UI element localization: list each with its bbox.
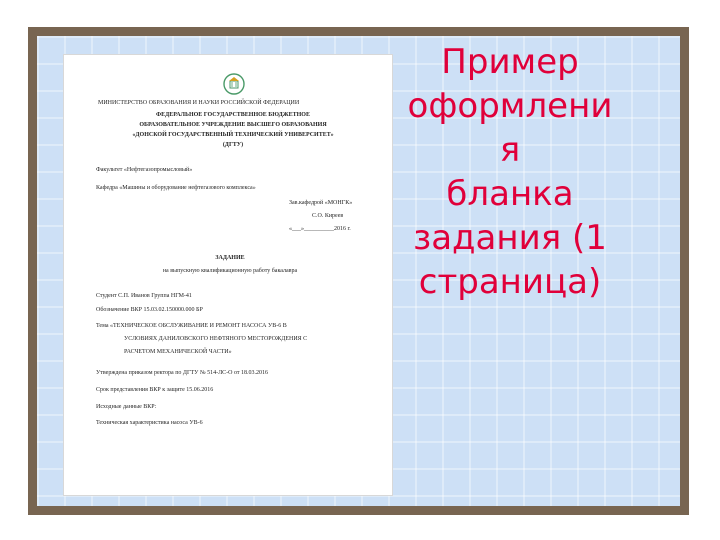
- slide-title-line-6: страница): [418, 262, 602, 302]
- doc-designation: Обозначение ВКР 15.03.02.150000.000 БР: [96, 307, 203, 313]
- doc-org-line-3: «ДОНСКОЙ ГОСУДАРСТВЕННЫЙ ТЕХНИЧЕСКИЙ УНИВЕРСИТЕТ»: [132, 132, 334, 138]
- doc-topic-line-2: УСЛОВИЯХ ДАНИЛОВСКОГО НЕФТЯНОГО МЕСТОРОЖДЕНИЯ С: [124, 336, 308, 342]
- doc-faculty: Факультет «Нефтегазопромысловый»: [96, 167, 193, 173]
- doc-topic-line-3: РАСЧЕТОМ МЕХАНИЧЕСКОЙ ЧАСТИ»: [124, 349, 232, 355]
- doc-heading: ЗАДАНИЕ: [215, 255, 245, 261]
- document-page: [63, 54, 393, 496]
- slide-title-line-3: я: [499, 130, 521, 170]
- doc-org-line-4: (ДГТУ): [222, 142, 244, 148]
- doc-org-line-1: ФЕДЕРАЛЬНОЕ ГОСУДАРСТВЕННОЕ БЮДЖЕТНОЕ: [156, 112, 310, 118]
- doc-deadline: Срок представления ВКР к защите 15.06.2016: [96, 387, 214, 393]
- slide-title-line-5: задания (1: [413, 218, 607, 258]
- slide-title-line-1: Пример: [441, 42, 579, 82]
- doc-approve-date: «___»__________2016 г.: [289, 226, 351, 232]
- university-emblem-icon: [223, 73, 245, 95]
- doc-initial-data: Исходные данные ВКР:: [96, 404, 157, 410]
- doc-order: Утверждена приказом ректора по ДГТУ № 514-ЛС-О от 18.03.2016: [96, 370, 269, 376]
- doc-topic-line-1: Тема «ТЕХНИЧЕСКОЕ ОБСЛУЖИВАНИЕ И РЕМОНТ НАСОСА УВ-6 В: [96, 323, 287, 329]
- doc-subheading: на выпускную квалификационную работу бакалавра: [162, 268, 298, 274]
- slide-title: [390, 40, 630, 304]
- slide-title-line-4: бланка: [446, 174, 574, 214]
- doc-approve-name: С.О. Киреев: [312, 213, 344, 219]
- doc-approve-title: Зав.кафедрой «МОНГК»: [289, 200, 353, 206]
- doc-ministry: МИНИСТЕРСТВО ОБРАЗОВАНИЯ И НАУКИ РОССИЙСКОЙ ФЕДЕРАЦИИ: [98, 100, 300, 106]
- doc-pump-spec: Техническая характеристика насоса УВ-6: [96, 420, 203, 426]
- doc-student: Студент С.П. Иванов Группа НГМ-41: [96, 293, 192, 299]
- slide-title-line-2: оформлени: [407, 86, 613, 126]
- doc-org-line-2: ОБРАЗОВАТЕЛЬНОЕ УЧРЕЖДЕНИЕ ВЫСШЕГО ОБРАЗОВАНИЯ: [139, 122, 327, 128]
- doc-department: Кафедра «Машины и оборудование нефтегазового комплекса»: [96, 185, 256, 191]
